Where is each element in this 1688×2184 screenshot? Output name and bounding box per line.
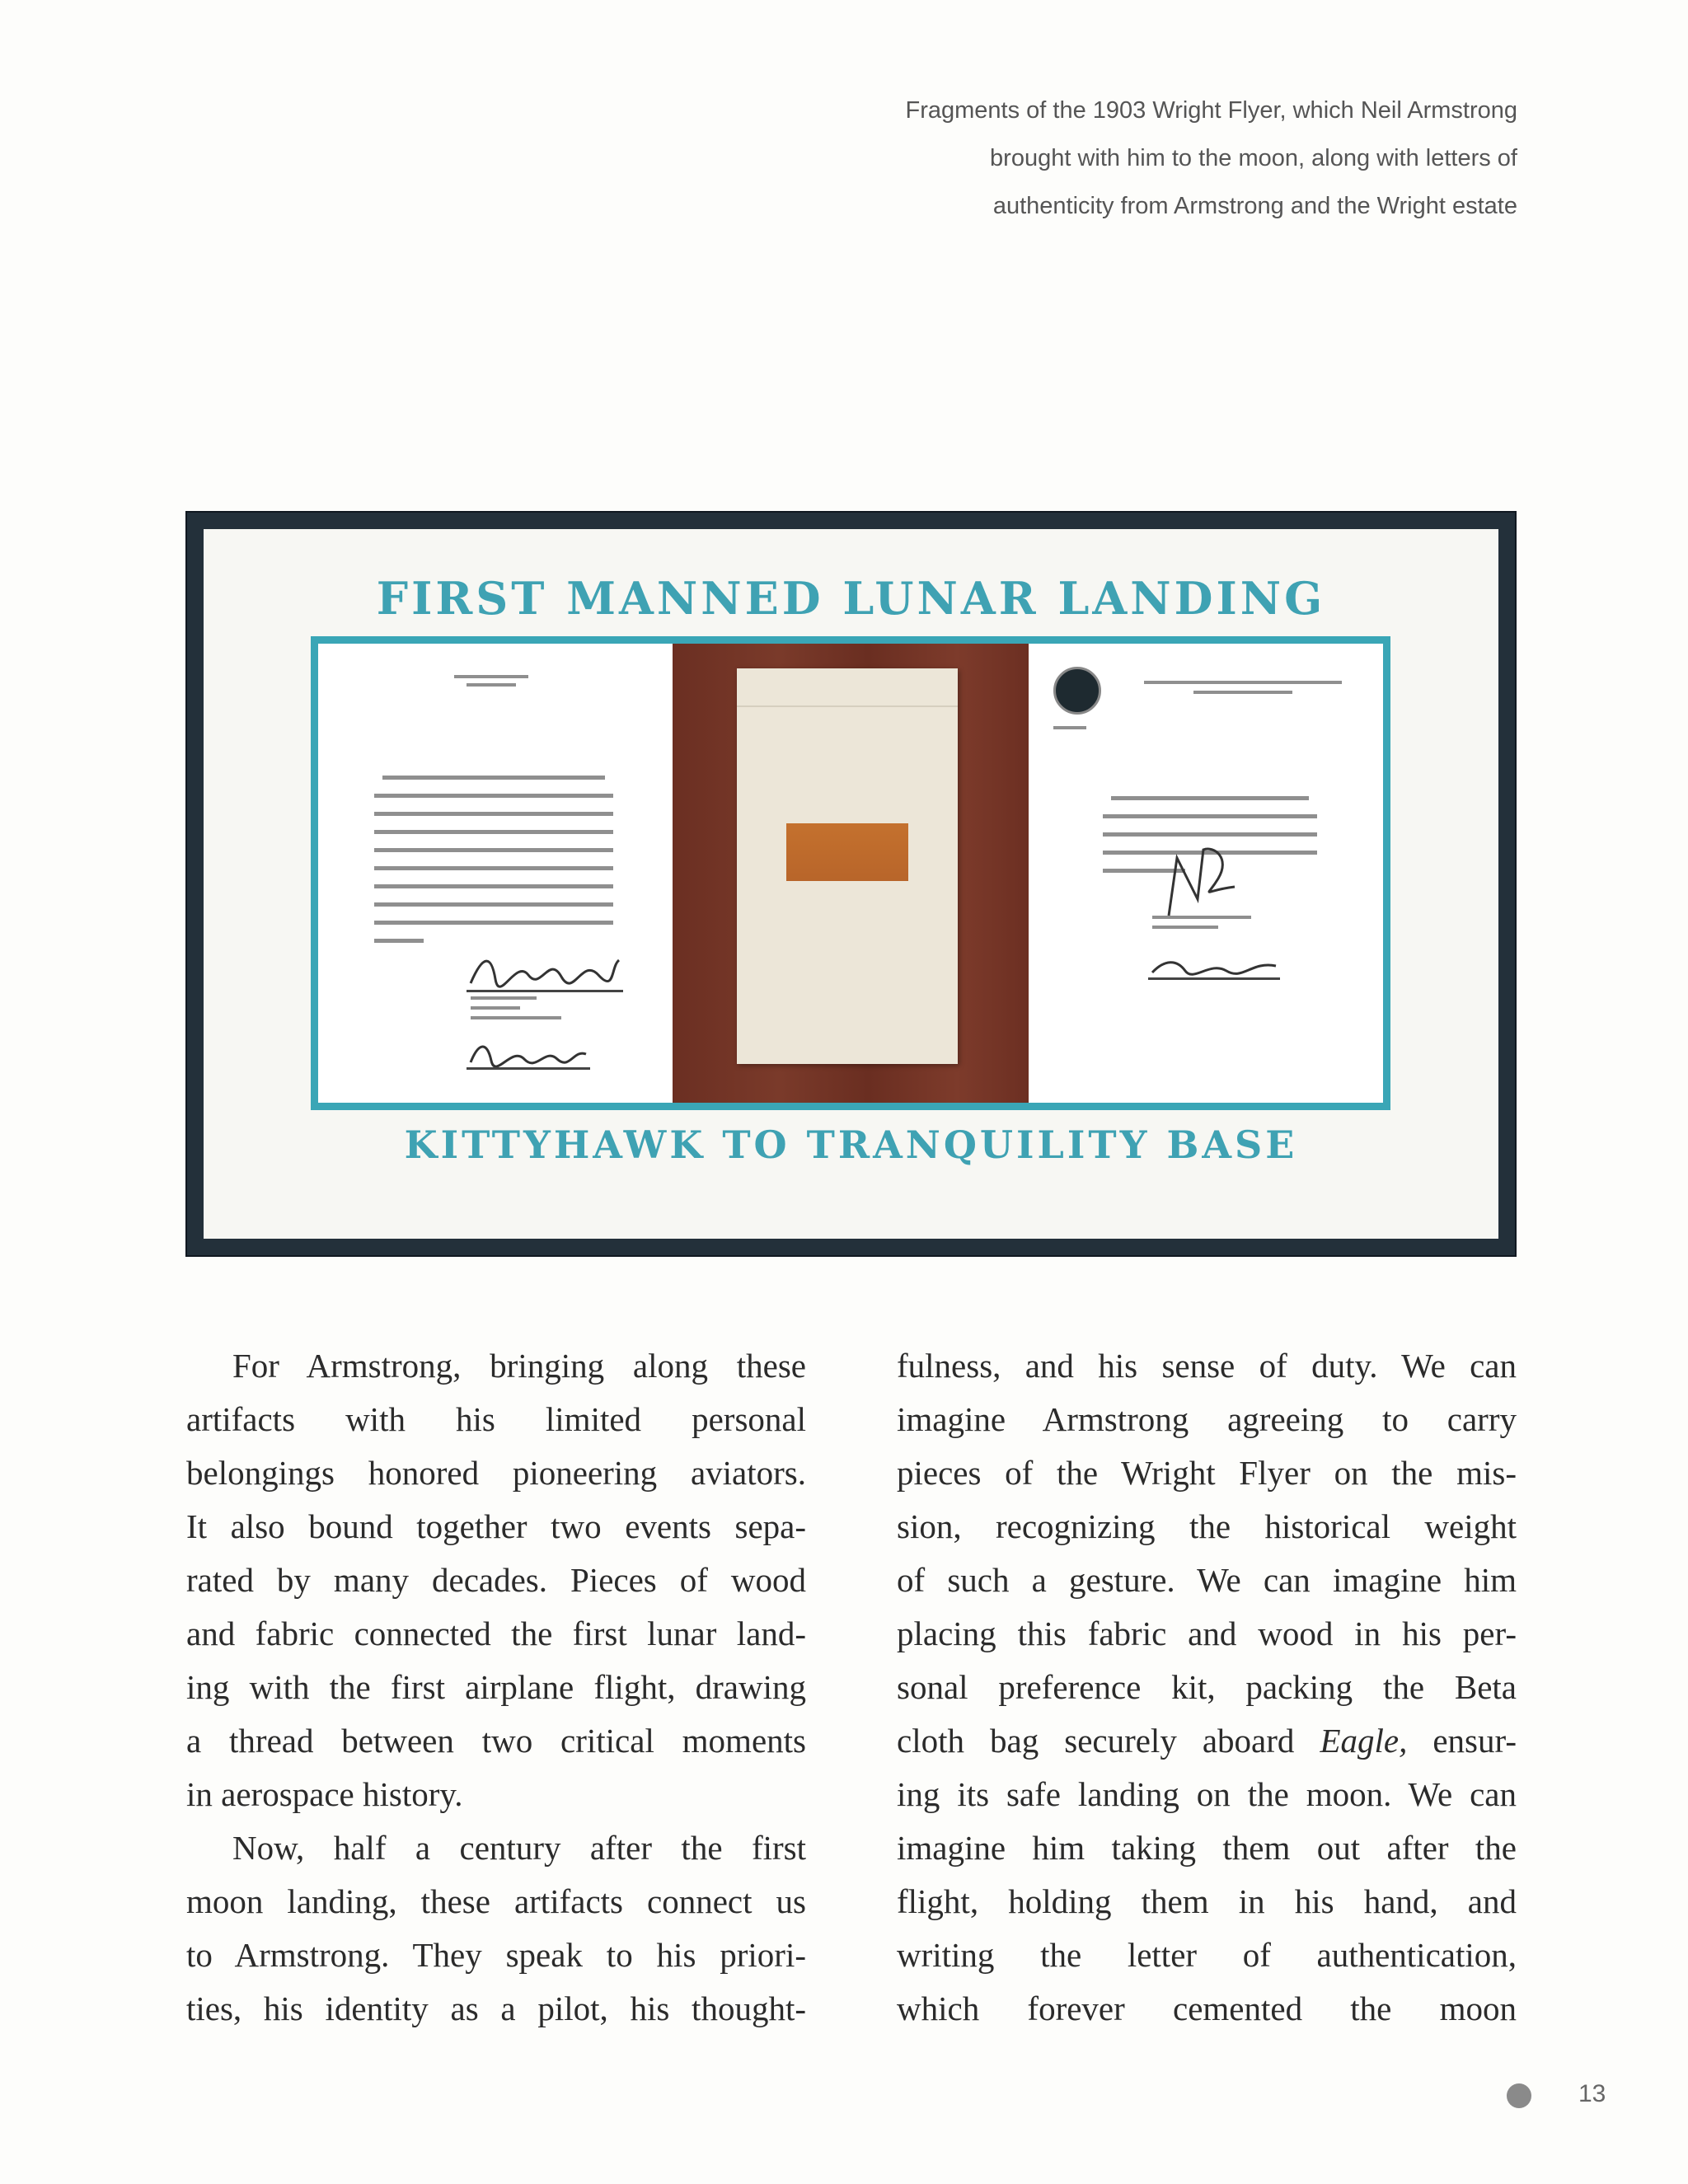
text-line: and fabric connected the first lunar land- [186, 1615, 806, 1652]
spacecraft-name: Eagle, [1320, 1722, 1408, 1760]
wright-date [467, 1038, 590, 1070]
text-line: ing with the first airplane flight, drawing [186, 1668, 806, 1706]
armstrong-letter [1029, 644, 1383, 1103]
body-column-left [186, 1339, 806, 2036]
display-panel [311, 636, 1390, 1110]
text-line: artifacts with his limited personal [186, 1400, 806, 1438]
wright-estate-letter [318, 644, 673, 1103]
text-line: For Armstrong, bringing along these [232, 1347, 806, 1385]
text-line: It also bound together two events sepa- [186, 1507, 806, 1545]
text-line: belongings honored pioneering aviators. [186, 1454, 806, 1492]
wright-flyer-wood-fragment [786, 823, 908, 881]
body-column-right [897, 1339, 1517, 2036]
text-line: Now, half a century after the first [232, 1829, 806, 1867]
framed-display-photo [185, 511, 1517, 1257]
armstrong-date [1148, 953, 1280, 980]
caption-line: Fragments of the 1903 Wright Flyer, which Neil Armstrong [905, 97, 1517, 124]
text-line: fulness, and his sense of duty. We can [897, 1347, 1517, 1385]
armstrong-signature [1152, 841, 1243, 920]
page-marker-dot [1507, 2083, 1531, 2108]
text-line: sonal preference kit, packing the Beta [897, 1668, 1517, 1706]
text-line: in aerospace history. [186, 1775, 463, 1813]
display-title: FIRST MANNED LUNAR LANDING [376, 572, 1326, 625]
text-line-with-italic [897, 1714, 1517, 1768]
text-line: which forever cemented the moon [897, 1990, 1517, 2027]
text-line: to Armstrong. They speak to his priori- [186, 1936, 806, 1974]
text-line: ing its safe landing on the moon. We can [897, 1775, 1517, 1813]
wright-signature [467, 950, 623, 992]
text-line: imagine Armstrong agreeing to carry [897, 1400, 1517, 1438]
display-subtitle: KITTYHAWK TO TRANQUILITY BASE [404, 1122, 1298, 1167]
nasa-seal-icon [1053, 667, 1101, 715]
caption-line: brought with him to the moon, along with letters of [990, 145, 1517, 171]
text-line: imagine him taking them out after the [897, 1829, 1517, 1867]
text-line: flight, holding them in his hand, and [897, 1882, 1517, 1920]
text-line: pieces of the Wright Flyer on the mis- [897, 1454, 1517, 1492]
caption-line: authenticity from Armstrong and the Wright estate [992, 193, 1517, 219]
text-segment: cloth bag securely aboard [897, 1722, 1320, 1760]
text-line: sion, recognizing the historical weight [897, 1507, 1517, 1545]
display-mat [204, 529, 1498, 1239]
text-line: ties, his identity as a pilot, his thought- [186, 1990, 806, 2027]
text-line: writing the letter of authentication, [897, 1936, 1517, 1974]
wright-flyer-fabric [737, 668, 958, 1064]
text-line: of such a gesture. We can imagine him [897, 1561, 1517, 1599]
photo-caption [776, 87, 1517, 230]
text-line: placing this fabric and wood in his per- [897, 1615, 1517, 1652]
text-line: rated by many decades. Pieces of wood [186, 1561, 806, 1599]
text-line: a thread between two critical moments [186, 1722, 806, 1760]
page-number: 13 [1578, 2080, 1606, 2107]
text-line: moon landing, these artifacts connect us [186, 1882, 806, 1920]
text-segment: ensur- [1407, 1722, 1517, 1760]
wood-backing [673, 644, 1029, 1103]
